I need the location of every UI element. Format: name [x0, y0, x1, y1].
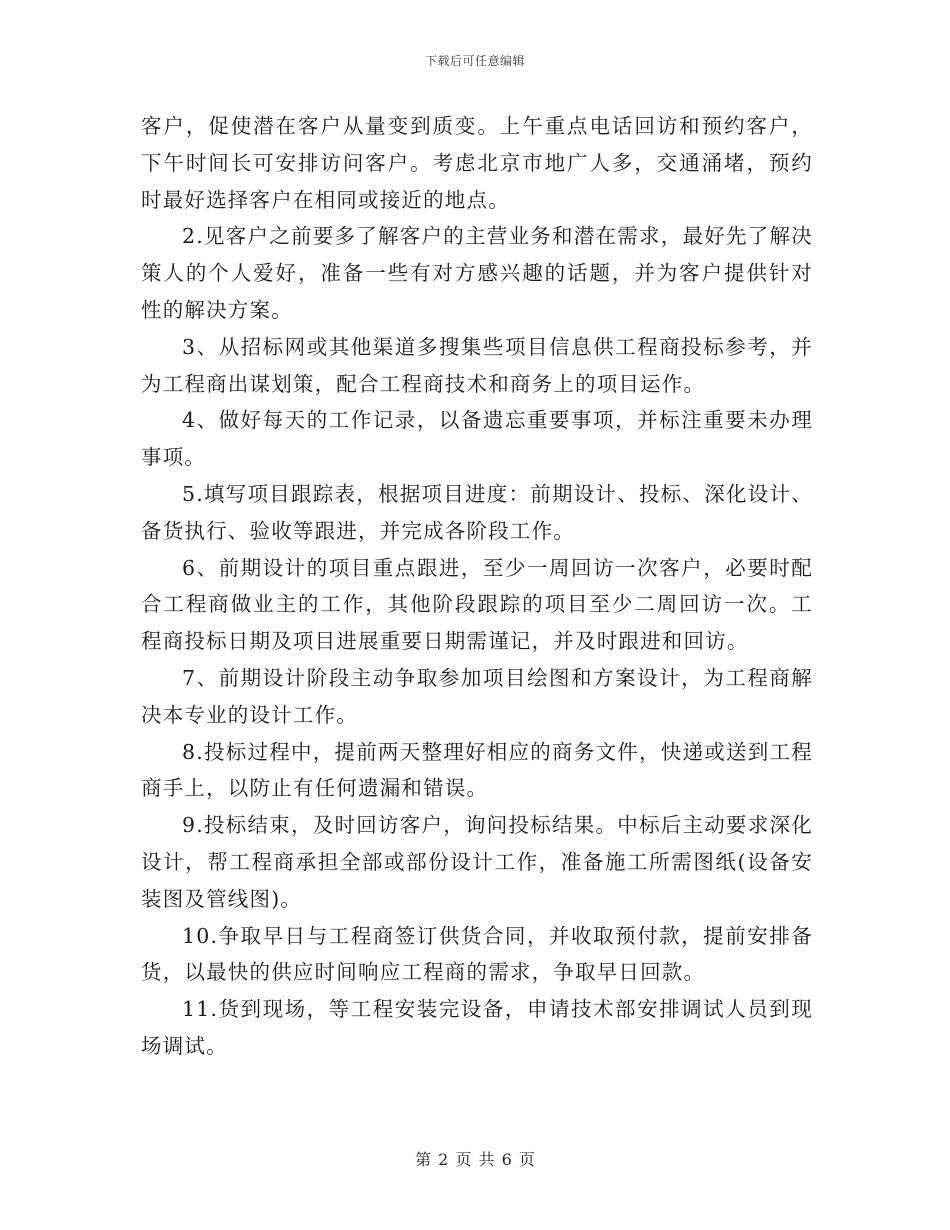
paragraph-item-7: 7、前期设计阶段主动争取参加项目绘图和方案设计，为工程商解决本专业的设计工作。: [141, 665, 813, 727]
page-number: 第 2 页 共 6 页: [415, 1150, 535, 1169]
paragraph-item-10: 10.争取早日与工程商签订供货合同，并收取预付款，提前安排备货，以最快的供应时间响应工程商的需求，争取早日回款。: [141, 923, 813, 985]
paragraph-item-5: 5.填写项目跟踪表，根据项目进度：前期设计、投标、深化设计、备货执行、验收等跟进，并完成各阶段工作。: [141, 481, 813, 543]
page-header: 下载后可任意编辑: [424, 54, 525, 68]
paragraph-item-11: 11.货到现场，等工程安装完设备，申请技术部安排调试人员到现场调试。: [141, 997, 813, 1058]
paragraph-item-4: 4、做好每天的工作记录，以备遗忘重要事项，并标注重要未办理事项。: [141, 408, 813, 470]
paragraph-continuation: 客户，促使潜在客户从量变到质变。上午重点电话回访和预约客户，下午时间长可安排访问客户。考虑北京市地广人多，交通涌堵，预约时最好选择客户在相同或接近的地点。: [141, 114, 813, 212]
paragraph-item-6: 6、前期设计的项目重点跟进，至少一周回访一次客户，必要时配合工程商做业主的工作，其他阶段跟踪的项目至少二周回访一次。工程商投标日期及项目进展重要日期需谨记，并及时跟进和回访。: [141, 555, 813, 654]
paragraph-item-3: 3、从招标网或其他渠道多搜集些项目信息供工程商投标参考，并为工程商出谋划策，配合工程商技术和商务上的项目运作。: [141, 334, 813, 396]
paragraph-item-2: 2.见客户之前要多了解客户的主营业务和潜在需求，最好先了解决策人的个人爱好，准备一些有对方感兴趣的话题，并为客户提供针对性的解决方案。: [141, 224, 813, 322]
paragraph-item-8: 8.投标过程中，提前两天整理好相应的商务文件，快递或送到工程商手上，以防止有任何遗漏和错误。: [141, 739, 813, 801]
document-body: [141, 108, 813, 1065]
paragraph-item-9: 9.投标结束，及时回访客户，询问投标结果。中标后主动要求深化设计，帮工程商承担全部或部份设计工作，准备施工所需图纸(设备安装图及管线图)。: [141, 813, 813, 911]
